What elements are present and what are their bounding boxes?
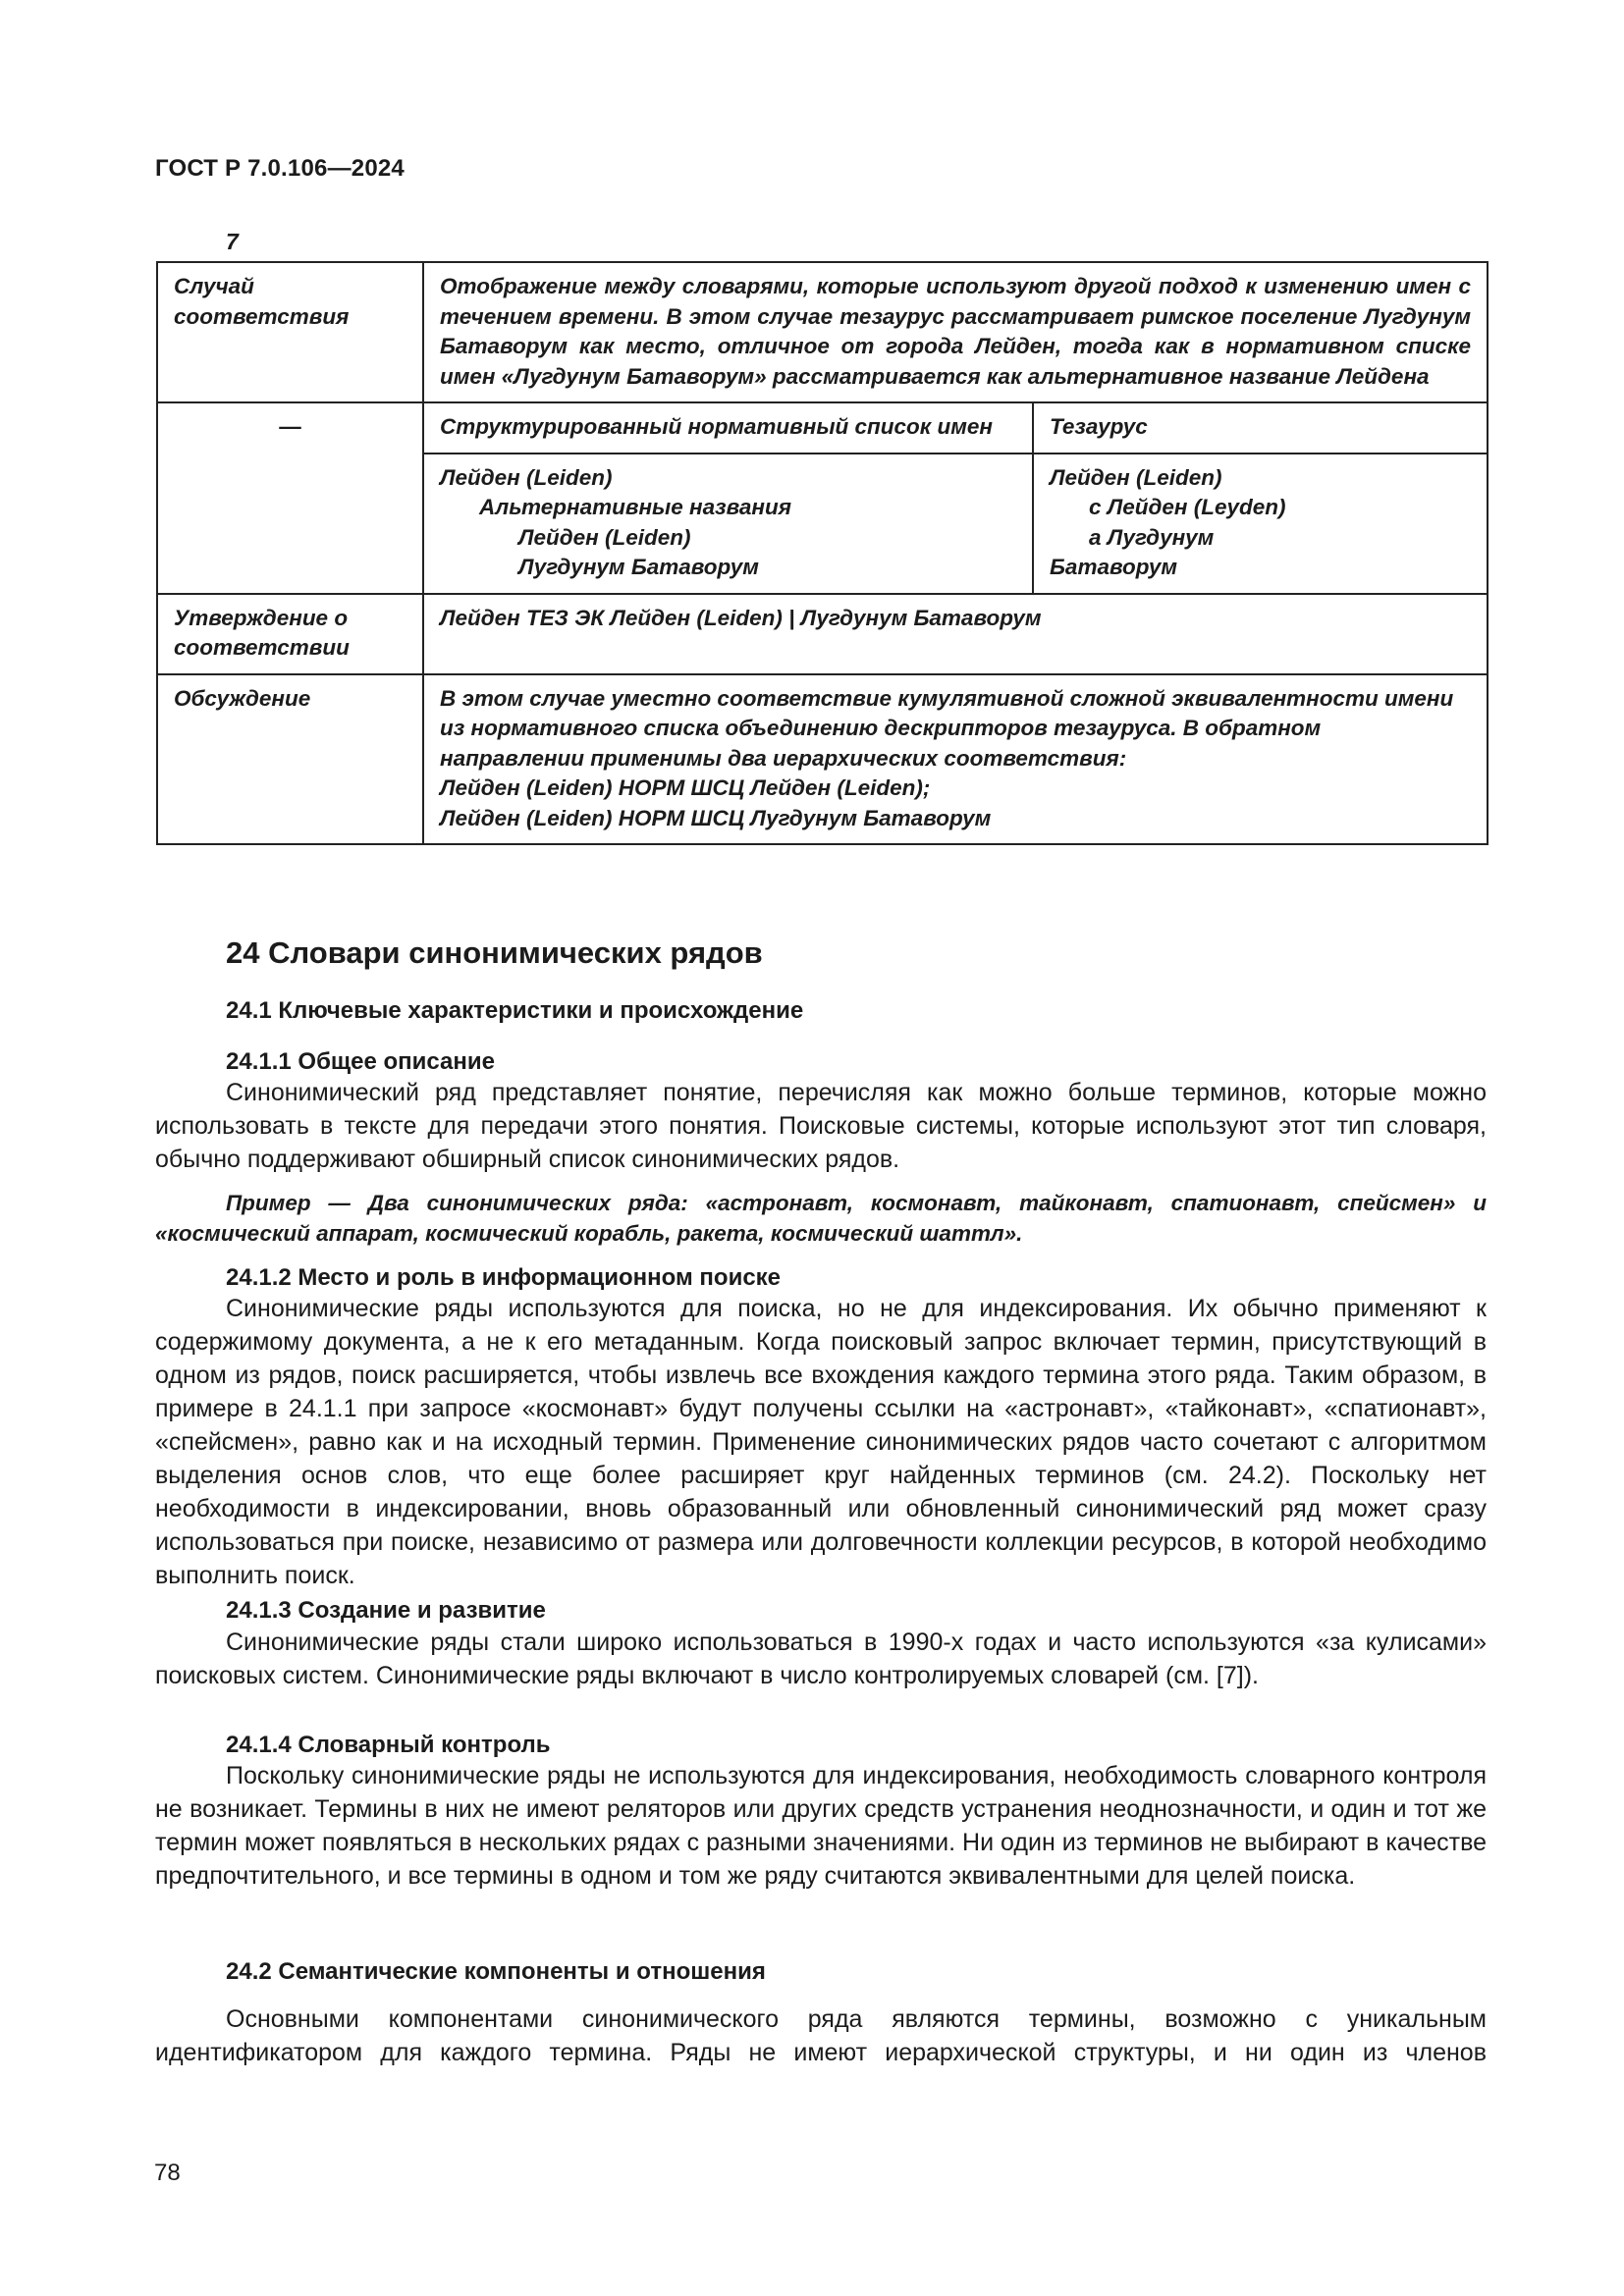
discussion-mapping-1: Лейден (Leiden) НОРМ ШСЦ Лейден (Leiden); xyxy=(440,775,931,800)
section-24-1-2-text: Синонимические ряды используются для поиска, но не для индексирования. Их обычно применяют к содержимому документа, а не к его метаданным. Когда поисковый запрос включает термин, присутствующий в одном из рядов, поиск расширяется, чтобы извлечь все вхождения каждого термина этого ряда. Таким образом, в примере в 24.1.1 при запросе «космонавт» будут получены ссылки на «астронавт», «тайконавт», «спатионавт», «спейсмен», равно как и на исходный термин. Применение синонимических рядов часто сочетают с алгоритмом выделения основ слов, что еще более расширяет круг найденных терминов (см. 24.2). Поскольку нет необходимости в индексировании, вновь образованный или обновленный синонимический ряд может сразу использоваться при поиске, независимо от размера или долговечности коллекции ресурсов, в которой необходимо выполнить поиск. xyxy=(155,1295,1487,1589)
section-24-1-3-text: Синонимические ряды стали широко использоваться в 1990-х годах и часто используются «за кулисами» поисковых систем. Синонимические ряды включают в число контролируемых словарей (см. [7]). xyxy=(155,1629,1487,1689)
table-row xyxy=(157,262,1488,402)
table-row xyxy=(157,674,1488,845)
section-24-1-4-title: 24.1.4 Словарный контроль xyxy=(226,1732,551,1758)
discussion-cell xyxy=(423,674,1488,845)
section-24-2-text: Основными компонентами синонимического ряда являются термины, возможно с уникальным идентификатором для каждого термина. Ряды не имеют иерархической структуры, и ни один из членов xyxy=(155,2005,1487,2066)
thesaurus-header: Тезаурус xyxy=(1033,402,1488,454)
case-description: Отображение между словарями, которые используют другой подход к изменению имен с течением времени. В этом случае тезаурус рассматривает римское поселение Лугдунум Батаворум как место, отличное от города Лейден, тогда как в нормативном списке имен «Лугдунум Батаворум» рассматривается как альтернативное название Лейдена xyxy=(423,262,1488,402)
authority-line: Лейден (Leiden) xyxy=(440,464,613,490)
discussion-mapping-2: Лейден (Leiden) НОРМ ШСЦ Лугдунум Батаворум xyxy=(440,805,992,830)
table-row xyxy=(157,594,1488,674)
thesaurus-line: Лейден (Leiden) xyxy=(1050,464,1222,490)
page-number: 78 xyxy=(154,2160,181,2186)
authority-list-header: Структурированный нормативный список имен xyxy=(423,402,1033,454)
table-row xyxy=(157,402,1488,454)
section-24-1-4-text: Поскольку синонимические ряды не используются для индексирования, необходимость словарного контроля не возникает. Термины в них не имеют реляторов или других средств устранения неоднозначности, и один и тот же термин может появляться в нескольких рядах с разными значениями. Ни один из терминов не выбирают в качестве предпочтительного, и все термины в одном и том же ряду считаются эквивалентными для целей поиска. xyxy=(155,1762,1487,1890)
section-24-1-1-text: Синонимический ряд представляет понятие, перечисляя как можно больше терминов, которые можно использовать в тексте для передачи этого понятия. Поисковые системы, которые используют этот тип словаря, обычно поддерживают обширный список синонимических рядов. xyxy=(155,1079,1487,1173)
section-24-title: 24 Словари синонимических рядов xyxy=(226,935,763,970)
row-label-dash: — xyxy=(157,402,423,594)
row-label-case: Случай соответствия xyxy=(157,262,423,402)
section-24-2-title: 24.2 Семантические компоненты и отношения xyxy=(226,1958,766,1985)
document-header: ГОСТ Р 7.0.106—2024 xyxy=(155,155,405,182)
thesaurus-line: с Лейден (Leyden) xyxy=(1089,495,1286,519)
example-number: 7 xyxy=(226,229,239,254)
thesaurus-entry xyxy=(1033,454,1488,594)
section-24-1-2-title: 24.1.2 Место и роль в информационном поиске xyxy=(226,1264,782,1291)
discussion-text: В этом случае уместно соответствие кумулятивной сложной эквивалентности имени из нормативного списка объединению дескрипторов тезауруса. В обратном направлении применимы два иерархических соответствия: xyxy=(440,685,1454,771)
example-note: Пример — Два синонимических ряда: «астронавт, космонавт, тайконавт, спатионавт, спейсмен» и «космический аппарат, космический корабль, ракета, космический шаттл». xyxy=(155,1191,1487,1246)
thesaurus-line: Батаворум xyxy=(1050,555,1178,579)
section-24-1-title: 24.1 Ключевые характеристики и происхождение xyxy=(226,997,804,1024)
thesaurus-line: а Лугдунум xyxy=(1089,524,1215,550)
row-label-discussion: Обсуждение xyxy=(157,674,423,845)
section-24-1-3-title: 24.1.3 Создание и развитие xyxy=(226,1597,546,1624)
mapping-statement: Лейден ТЕЗ ЭК Лейден (Leiden) | Лугдунум Батаворум xyxy=(423,594,1488,674)
authority-list-entry xyxy=(423,454,1033,594)
mapping-example-table xyxy=(156,261,1489,845)
authority-line: Лейден (Leiden) xyxy=(518,524,691,550)
row-label-statement: Утверждение о соответствии xyxy=(157,594,423,674)
section-24-1-1-title: 24.1.1 Общее описание xyxy=(226,1048,495,1075)
authority-line: Лугдунум Батаворум xyxy=(518,555,759,579)
authority-line: Альтернативные названия xyxy=(479,495,791,519)
